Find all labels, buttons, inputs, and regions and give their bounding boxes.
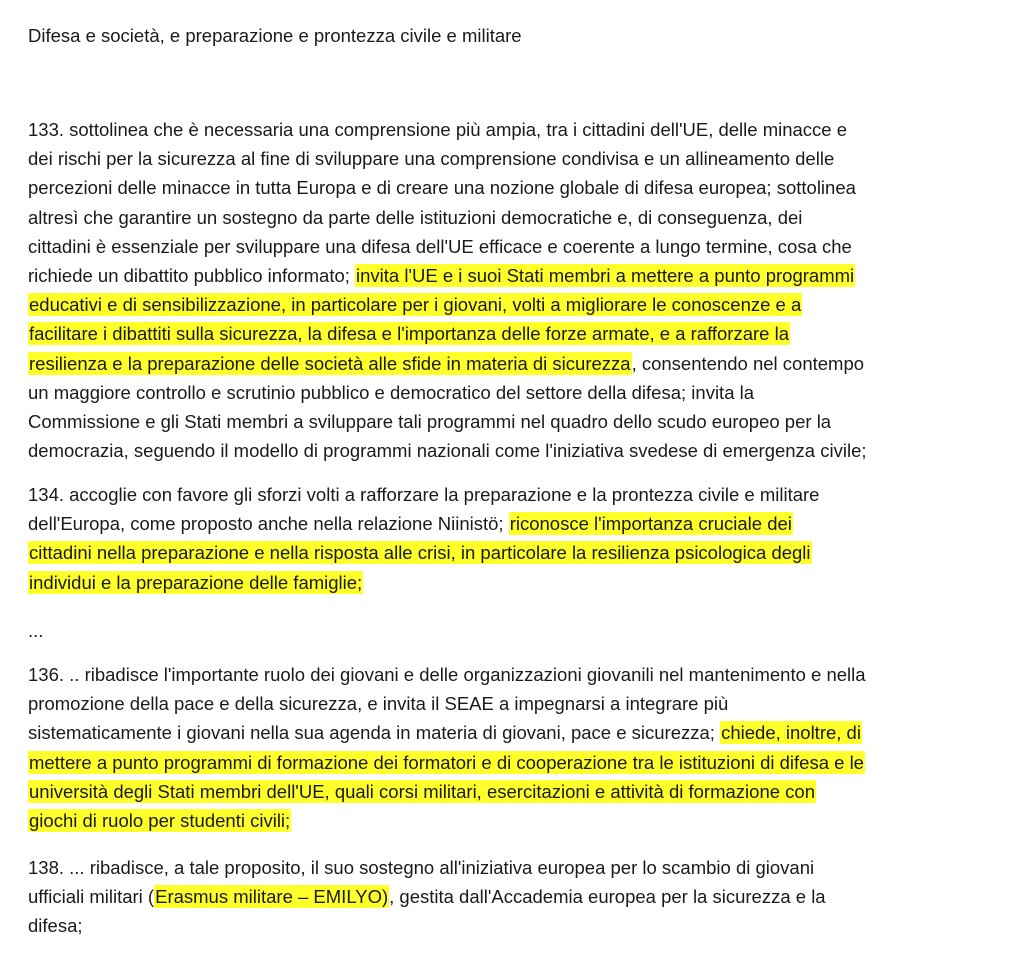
- text-segment: democrazia, seguendo il modello di programmi nazionali come l'iniziativa svedese di emergenza civile;: [28, 440, 867, 462]
- text-segment: Commissione e gli Stati membri a sviluppare tali programmi nel quadro dello scudo europeo per la: [28, 410, 832, 432]
- highlighted-text: chiede, inoltre, di: [721, 722, 861, 744]
- p134-line: [28, 538, 1013, 567]
- p133-line: [28, 378, 1013, 407]
- p138-line: [28, 911, 1013, 940]
- text-segment: 133. sottolinea che è necessaria una comprensione più ampia, tra i cittadini dell'UE, delle minacce e: [28, 119, 848, 140]
- text-segment: un maggiore controllo e scrutinio pubblico e democratico del settore della difesa; invita la: [28, 381, 755, 403]
- text-segment: promozione della pace e della sicurezza, e invita il SEAE a impegnarsi a integrare più: [28, 693, 729, 715]
- highlighted-text: facilitare i dibattiti sulla sicurezza, la difesa e l'importanza delle forze armate, e a rafforzare la: [29, 323, 789, 345]
- text-segment: difesa;: [28, 915, 83, 937]
- p133-line: [28, 203, 1013, 232]
- section-heading: Difesa e società, e preparazione e prontezza civile e militare: [28, 25, 522, 46]
- ellipsis: [28, 616, 1013, 645]
- text-segment: , gestita dall'Accademia europea per la sicurezza e la: [389, 886, 826, 908]
- p133-line: [28, 232, 1013, 261]
- text-segment: dell'Europa, come proposto anche nella relazione Niinistö;: [28, 513, 509, 535]
- highlighted-text: educativi e di sensibilizzazione, in particolare per i giovani, volti a migliorare le conoscenze e a: [29, 294, 802, 316]
- text-segment: ufficiali militari (: [28, 886, 155, 908]
- p138-line: [28, 882, 1013, 911]
- text-segment: altresì che garantire un sostegno da parte delle istituzioni democratiche e, di conseguenza, dei: [28, 206, 803, 228]
- paragraph-134: [28, 480, 1013, 597]
- p133-line: [28, 319, 1013, 348]
- text-segment: dei rischi per la sicurezza al fine di sviluppare una comprensione condivisa e un allineamento delle: [28, 148, 835, 170]
- highlighted-text: invita l'UE e i suoi Stati membri a mettere a punto programmi: [356, 264, 855, 286]
- p133-line: [28, 173, 1013, 202]
- p133-line: [28, 407, 1013, 436]
- paragraph-136: [28, 660, 1013, 835]
- ellipsis-text: ...: [28, 620, 44, 641]
- p134-line: [28, 509, 1013, 538]
- highlighted-text: Erasmus militare – EMILYO): [155, 886, 389, 908]
- p136-line: [28, 806, 1013, 835]
- p134-line: [28, 568, 1013, 597]
- p136-line: [28, 689, 1013, 718]
- p133-line: [28, 144, 1013, 173]
- p136-line: [28, 748, 1013, 777]
- p133-line: [28, 261, 1013, 290]
- text-segment: cittadini è essenziale per sviluppare una difesa dell'UE efficace e coerente a lungo termine, cosa che: [28, 235, 852, 257]
- highlighted-text: giochi di ruolo per studenti civili;: [29, 809, 291, 831]
- highlighted-text: università degli Stati membri dell'UE, quali corsi militari, esercitazioni e attività di formazione con: [29, 780, 815, 802]
- p133-line: [28, 290, 1013, 319]
- text-segment: 138. ... ribadisce, a tale proposito, il suo sostegno all'iniziativa europea per lo scambio di giovani: [28, 857, 815, 878]
- paragraph-133: [28, 115, 1013, 465]
- p136-line: [28, 660, 1013, 689]
- text-segment: richiede un dibattito pubblico informato;: [28, 264, 356, 286]
- p133-line: [28, 349, 1013, 378]
- p134-line: [28, 480, 1013, 509]
- highlighted-text: mettere a punto programmi di formazione dei formatori e di cooperazione tra le istituzioni di difesa e le: [29, 751, 864, 773]
- highlighted-text: cittadini nella preparazione e nella risposta alle crisi, in particolare la resilienza psicologica degli: [29, 542, 811, 564]
- highlighted-text: resilienza e la preparazione delle società alle sfide in materia di sicurezza: [29, 352, 631, 374]
- p133-line: [28, 436, 1013, 465]
- p138-line: [28, 853, 1013, 882]
- text-segment: sistematicamente i giovani nella sua agenda in materia di giovani, pace e sicurezza;: [28, 722, 721, 744]
- highlighted-text: individui e la preparazione delle famiglie;: [29, 571, 363, 593]
- text-segment: 134. accoglie con favore gli sforzi volti a rafforzare la preparazione e la prontezza civile e militare: [28, 484, 820, 505]
- paragraph-138: [28, 853, 1013, 941]
- p136-line: [28, 777, 1013, 806]
- highlighted-text: riconosce l'importanza cruciale dei: [509, 513, 792, 535]
- text-segment: , consentendo nel contempo: [631, 352, 865, 374]
- p133-line: [28, 115, 1013, 144]
- p136-line: [28, 718, 1013, 747]
- text-segment: percezioni delle minacce in tutta Europa e di creare una nozione globale di difesa europea; sottolinea: [28, 177, 856, 199]
- text-segment: 136. .. ribadisce l'importante ruolo dei giovani e delle organizzazioni giovanili nel mantenimento e nella: [28, 664, 866, 685]
